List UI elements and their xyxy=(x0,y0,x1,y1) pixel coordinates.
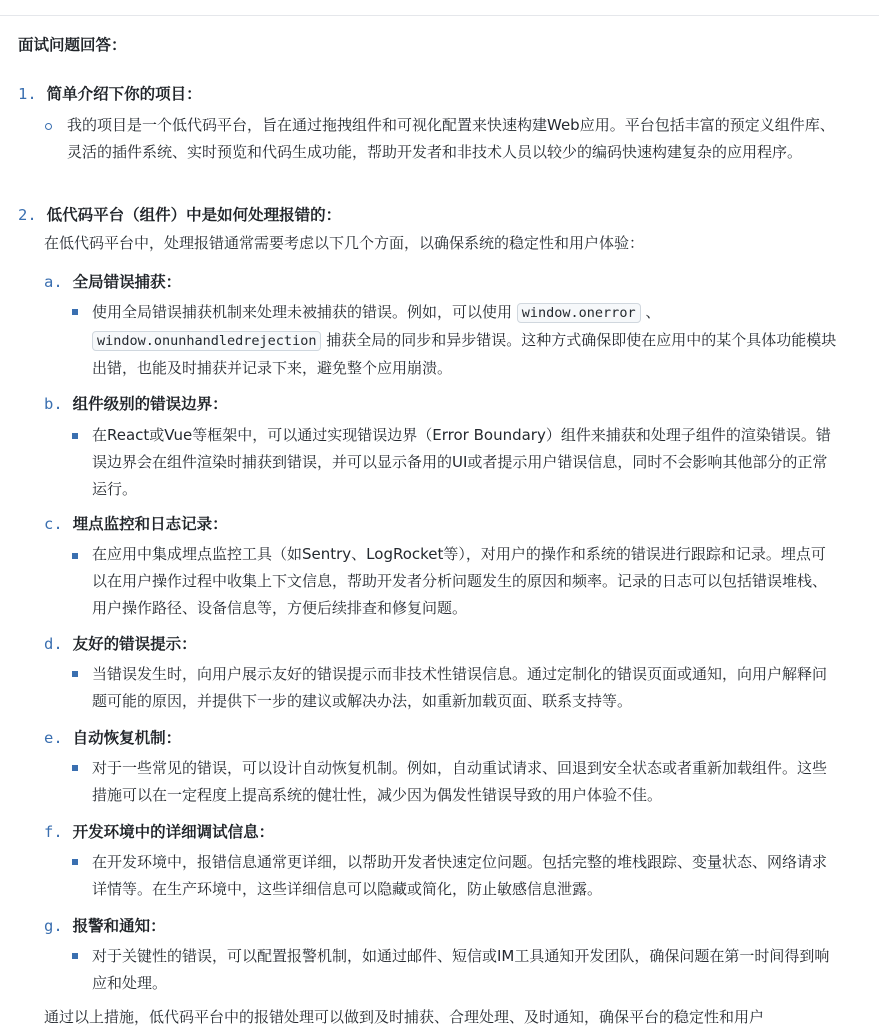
question-1-title xyxy=(18,82,202,104)
item-a-text-3: 捕获全局的同步和异步错误。这种方式确保即使在应用中的某个具体功能模块出错，也能及时捕获并记录下来，避免整个应用崩溃。 xyxy=(92,331,837,377)
item-c-label: 埋点监控和日志记录： xyxy=(72,515,228,533)
circle-bullet-icon xyxy=(45,123,52,130)
item-a-title xyxy=(44,270,181,292)
item-a-letter: a. xyxy=(44,273,63,291)
question-2-intro: 在低代码平台中，处理报错通常需要考虑以下几个方面，以确保系统的稳定性和用户体验： xyxy=(44,234,645,252)
question-2-title xyxy=(18,203,341,225)
item-d-title xyxy=(44,632,197,654)
item-f-title xyxy=(44,820,274,842)
item-d-text: 当错误发生时，向用户展示友好的错误提示而非技术性错误信息。通过定制化的错误页面或通知，向用户解释问题可能的原因，并提供下一步的建议或解决办法，如重新加载页面、联系支持等。 xyxy=(92,665,828,710)
conclusion-text: 通过以上措施，低代码平台中的报错处理可以做到及时捕获、合理处理、及时通知，确保平台的稳定性和用户 xyxy=(44,1008,765,1026)
square-bullet-icon xyxy=(72,765,78,771)
item-d-label: 友好的错误提示： xyxy=(72,635,197,653)
square-bullet-icon xyxy=(72,309,78,315)
question-2-number: 2. xyxy=(18,206,37,224)
item-d-letter: d. xyxy=(44,635,63,653)
top-bar xyxy=(0,0,879,16)
item-f-letter: f. xyxy=(44,823,63,841)
item-a-text xyxy=(92,299,844,382)
item-b-letter: b. xyxy=(44,395,63,413)
item-b-text: 在React或Vue等框架中，可以通过实现错误边界（Error Boundary）组件来捕获和处理子组件的渲染错误。错误边界会在组件渲染时捕获到错误，并可以显示备用的UI或者提示用户错误信息，同时不会影响其他部分的正常运行。 xyxy=(92,426,831,498)
item-g-label: 报警和通知： xyxy=(72,917,166,935)
code-window-onerror: window.onerror xyxy=(517,303,641,323)
item-e-text: 对于一些常见的错误，可以设计自动恢复机制。例如，自动重试请求、回退到安全状态或者重新加载组件。这些措施可以在一定程度上提高系统的健壮性，减少因为偶发性错误导致的用户体验不佳。 xyxy=(92,759,828,804)
square-bullet-icon xyxy=(72,859,78,865)
item-a-text-2: 、 xyxy=(640,303,661,321)
square-bullet-icon xyxy=(72,553,78,559)
item-f-text: 在开发环境中，报错信息通常更详细，以帮助开发者快速定位问题。包括完整的堆栈跟踪、变量状态、网络请求详情等。在生产环境中，这些详细信息可以隐藏或简化，防止敏感信息泄露。 xyxy=(92,853,828,898)
page-title: 面试问题回答： xyxy=(18,36,127,54)
item-c-text: 在应用中集成埋点监控工具（如Sentry、LogRocket等），对用户的操作和系统的错误进行跟踪和记录。埋点可以在用户操作过程中收集上下文信息，帮助开发者分析问题发生的原因和频率。记录的日志可以包括错误堆栈、用户操作路径、设备信息等，方便后续排查和修复问题。 xyxy=(92,545,828,617)
item-a-text-1: 使用全局错误捕获机制来处理未被捕获的错误。例如，可以使用 xyxy=(92,303,517,321)
item-b-title xyxy=(44,392,228,414)
question-1-label: 简单介绍下你的项目： xyxy=(46,85,202,103)
item-e-title xyxy=(44,726,181,748)
item-c-letter: c. xyxy=(44,515,63,533)
question-1-answer: 我的项目是一个低代码平台，旨在通过拖拽组件和可视化配置来快速构建Web应用。平台包括丰富的预定义组件库、灵活的插件系统、实时预览和代码生成功能，帮助开发者和非技术人员以较少的编码快速构建复杂的应用程序。 xyxy=(67,116,835,161)
square-bullet-icon xyxy=(72,953,78,959)
item-g-letter: g. xyxy=(44,917,63,935)
question-1-number: 1. xyxy=(18,85,37,103)
square-bullet-icon xyxy=(72,433,78,439)
item-e-letter: e. xyxy=(44,729,63,747)
code-window-onunhandledrejection: window.onunhandledrejection xyxy=(92,331,321,351)
item-g-text: 对于关键性的错误，可以配置报警机制，如通过邮件、短信或IM工具通知开发团队，确保问题在第一时间得到响应和处理。 xyxy=(92,947,830,992)
question-2-label: 低代码平台（组件）中是如何处理报错的： xyxy=(46,206,342,224)
item-e-label: 自动恢复机制： xyxy=(72,729,182,747)
item-g-title xyxy=(44,914,166,936)
item-a-label: 全局错误捕获： xyxy=(72,273,182,291)
item-c-title xyxy=(44,512,228,534)
item-b-label: 组件级别的错误边界： xyxy=(72,395,228,413)
square-bullet-icon xyxy=(72,671,78,677)
item-f-label: 开发环境中的详细调试信息： xyxy=(72,823,275,841)
